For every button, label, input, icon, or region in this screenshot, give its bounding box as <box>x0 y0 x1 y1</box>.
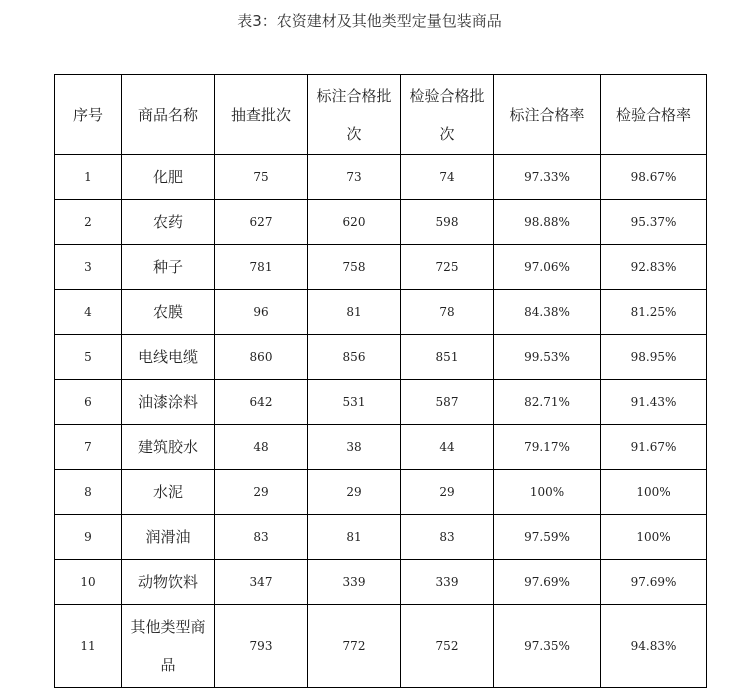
cell-no: 2 <box>55 200 122 245</box>
table-row <box>55 425 707 470</box>
cell-test-ok: 44 <box>401 425 494 470</box>
table-row <box>55 515 707 560</box>
cell-no: 6 <box>55 380 122 425</box>
cell-sampled: 83 <box>215 515 308 560</box>
cell-label-ok: 772 <box>308 605 401 688</box>
cell-name: 水泥 <box>122 470 215 515</box>
header-label-ok: 标注合格批次 <box>308 75 401 155</box>
cell-test-rate: 97.69% <box>601 560 707 605</box>
cell-label-ok: 758 <box>308 245 401 290</box>
cell-test-ok: 752 <box>401 605 494 688</box>
cell-sampled: 347 <box>215 560 308 605</box>
cell-no: 5 <box>55 335 122 380</box>
cell-name: 种子 <box>122 245 215 290</box>
header-no: 序号 <box>55 75 122 155</box>
cell-label-rate: 97.06% <box>494 245 601 290</box>
table-row <box>55 245 707 290</box>
cell-no: 7 <box>55 425 122 470</box>
cell-test-ok: 851 <box>401 335 494 380</box>
cell-test-rate: 91.43% <box>601 380 707 425</box>
cell-label-ok: 81 <box>308 515 401 560</box>
cell-name: 其他类型商品 <box>122 605 215 688</box>
header-label-rate: 标注合格率 <box>494 75 601 155</box>
header-sampled: 抽查批次 <box>215 75 308 155</box>
cell-name: 润滑油 <box>122 515 215 560</box>
header-test-rate: 检验合格率 <box>601 75 707 155</box>
cell-label-ok: 856 <box>308 335 401 380</box>
cell-test-rate: 100% <box>601 515 707 560</box>
cell-name: 农膜 <box>122 290 215 335</box>
cell-test-ok: 725 <box>401 245 494 290</box>
cell-label-ok: 29 <box>308 470 401 515</box>
cell-sampled: 29 <box>215 470 308 515</box>
cell-label-rate: 99.53% <box>494 335 601 380</box>
header-row <box>55 75 707 155</box>
cell-test-ok: 587 <box>401 380 494 425</box>
cell-test-rate: 98.67% <box>601 155 707 200</box>
cell-label-ok: 73 <box>308 155 401 200</box>
cell-label-rate: 79.17% <box>494 425 601 470</box>
cell-label-rate: 100% <box>494 470 601 515</box>
cell-name: 建筑胶水 <box>122 425 215 470</box>
cell-test-ok: 29 <box>401 470 494 515</box>
cell-no: 4 <box>55 290 122 335</box>
cell-label-ok: 38 <box>308 425 401 470</box>
cell-label-rate: 82.71% <box>494 380 601 425</box>
cell-name: 化肥 <box>122 155 215 200</box>
cell-no: 11 <box>55 605 122 688</box>
cell-test-ok: 78 <box>401 290 494 335</box>
cell-label-ok: 339 <box>308 560 401 605</box>
cell-sampled: 627 <box>215 200 308 245</box>
cell-label-rate: 97.69% <box>494 560 601 605</box>
cell-sampled: 642 <box>215 380 308 425</box>
cell-test-ok: 83 <box>401 515 494 560</box>
cell-no: 9 <box>55 515 122 560</box>
table-row <box>55 605 707 688</box>
header-test-ok: 检验合格批次 <box>401 75 494 155</box>
table-row <box>55 155 707 200</box>
cell-test-rate: 81.25% <box>601 290 707 335</box>
cell-test-ok: 598 <box>401 200 494 245</box>
table-row <box>55 200 707 245</box>
cell-name: 电线电缆 <box>122 335 215 380</box>
cell-no: 1 <box>55 155 122 200</box>
cell-sampled: 793 <box>215 605 308 688</box>
cell-no: 10 <box>55 560 122 605</box>
table-title: 表3：农资建材及其他类型定量包装商品 <box>237 12 502 30</box>
cell-test-rate: 100% <box>601 470 707 515</box>
cell-test-rate: 94.83% <box>601 605 707 688</box>
table-row <box>55 335 707 380</box>
cell-test-rate: 92.83% <box>601 245 707 290</box>
cell-no: 3 <box>55 245 122 290</box>
cell-test-ok: 339 <box>401 560 494 605</box>
cell-sampled: 48 <box>215 425 308 470</box>
cell-label-ok: 620 <box>308 200 401 245</box>
cell-name: 农药 <box>122 200 215 245</box>
table-row <box>55 560 707 605</box>
cell-label-ok: 81 <box>308 290 401 335</box>
cell-label-rate: 97.33% <box>494 155 601 200</box>
cell-sampled: 781 <box>215 245 308 290</box>
data-table <box>54 74 707 688</box>
header-name: 商品名称 <box>122 75 215 155</box>
cell-test-ok: 74 <box>401 155 494 200</box>
table-row <box>55 470 707 515</box>
cell-label-rate: 97.35% <box>494 605 601 688</box>
cell-name: 动物饮料 <box>122 560 215 605</box>
cell-name: 油漆涂料 <box>122 380 215 425</box>
cell-no: 8 <box>55 470 122 515</box>
cell-test-rate: 91.67% <box>601 425 707 470</box>
cell-label-rate: 84.38% <box>494 290 601 335</box>
table-row <box>55 380 707 425</box>
cell-label-rate: 98.88% <box>494 200 601 245</box>
table-row <box>55 290 707 335</box>
cell-test-rate: 98.95% <box>601 335 707 380</box>
cell-label-ok: 531 <box>308 380 401 425</box>
cell-sampled: 75 <box>215 155 308 200</box>
cell-test-rate: 95.37% <box>601 200 707 245</box>
cell-label-rate: 97.59% <box>494 515 601 560</box>
cell-sampled: 96 <box>215 290 308 335</box>
cell-sampled: 860 <box>215 335 308 380</box>
